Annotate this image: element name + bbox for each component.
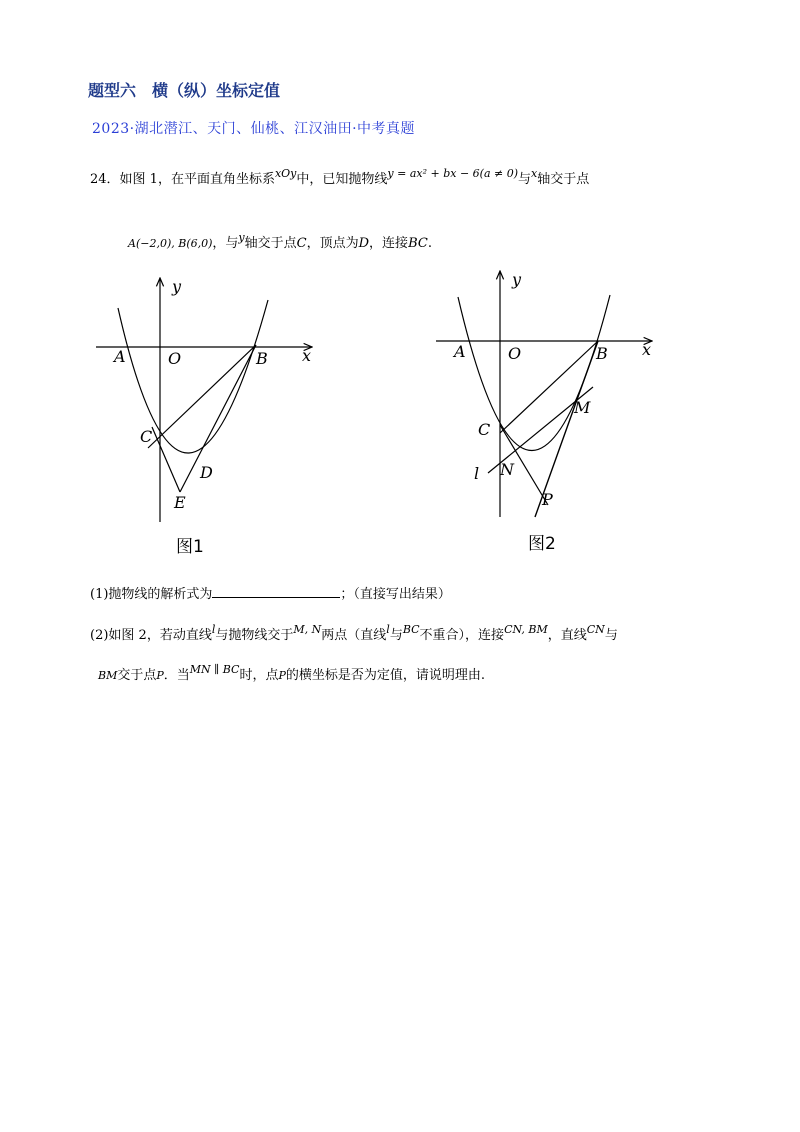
problem-line-1 (90, 168, 589, 187)
problem-text: ，与 (212, 236, 239, 251)
question-text: 的横坐标是否为定值，请说明理由. (285, 668, 486, 683)
question-text: 时，点 (239, 668, 279, 683)
problem-text: 轴交于点 (244, 236, 297, 251)
points-ab: A(−2,0), B(6,0) (128, 237, 213, 250)
label-d: D (200, 463, 213, 482)
question-text: (2)如图 2，若动直线 (90, 628, 212, 643)
var-x: x (531, 167, 538, 180)
question-text: ．当 (163, 668, 190, 683)
label-b: B (596, 344, 608, 363)
problem-text: 如图 1，在平面直角坐标系 (119, 172, 275, 187)
problem-number: 24． (90, 172, 120, 187)
figure-1-caption: 图1 (176, 537, 204, 557)
problem-text: . (427, 236, 432, 251)
label-o: O (168, 349, 182, 368)
segments-cn-bm: CN, BM (504, 623, 548, 636)
var-l: l (386, 623, 390, 636)
figure-2-caption: 图2 (528, 534, 556, 554)
point-p: P (278, 669, 286, 682)
label-b: B (256, 349, 268, 368)
section-title: 题型六 横（纵）坐标定值 (88, 81, 281, 100)
label-c: C (478, 420, 491, 439)
label-x: x (642, 340, 652, 359)
question-text: ；（直接写出结果） (340, 587, 451, 602)
label-x: x (302, 346, 312, 365)
problem-text: 与 (518, 172, 532, 187)
label-l: l (474, 464, 480, 483)
figure-2 (430, 265, 670, 560)
line-ce (152, 427, 180, 492)
points-mn: M, N (293, 623, 322, 636)
question-text: (1)抛物线的解析式为 (90, 587, 213, 602)
problem-text: 中，已知抛物线 (296, 172, 388, 187)
question-2-line-2 (98, 664, 485, 683)
question-text: 不重合），连接 (419, 628, 505, 643)
question-text: 两点（直线 (321, 628, 387, 643)
label-a: A (114, 347, 126, 366)
question-text: 交于点 (117, 668, 157, 683)
problem-text: ，连接 (369, 236, 409, 251)
problem-text: 轴交于点 (537, 172, 590, 187)
question-text: 与 (389, 628, 403, 643)
label-o: O (508, 344, 522, 363)
point-c: C (296, 236, 307, 251)
problem-line-2 (128, 232, 432, 251)
label-c: C (140, 427, 153, 446)
coord-system: xOy (274, 167, 297, 180)
label-y: y (172, 277, 182, 296)
segment-bc: BC (408, 236, 428, 251)
question-2-line-1 (90, 624, 618, 643)
figure-1 (90, 272, 330, 562)
answer-blank[interactable] (212, 585, 340, 598)
question-1 (90, 583, 451, 602)
question-text: 与 (604, 628, 618, 643)
segment-bm: BM (98, 669, 118, 682)
point-p: P (156, 669, 164, 682)
label-n: N (500, 460, 514, 479)
parabola-equation: y = ax² + bx − 6(a ≠ 0) (387, 167, 519, 180)
problem-text: ，顶点为 (306, 236, 359, 251)
label-p: P (542, 490, 553, 509)
question-text: 与抛物线交于 (215, 628, 294, 643)
label-y: y (512, 270, 522, 289)
line-bc (148, 345, 256, 448)
var-y: y (238, 231, 245, 244)
question-text: ，直线 (547, 628, 587, 643)
label-a: A (454, 342, 466, 361)
label-e: E (174, 493, 186, 512)
segment-bc: BC (402, 623, 420, 636)
line-be (180, 345, 256, 492)
segment-cn: CN (586, 623, 605, 636)
label-m: M (574, 398, 591, 417)
parallel-condition: MN ∥ BC (189, 663, 240, 676)
source-line: 2023·湖北潜江、天门、仙桃、江汉油田·中考真题 (92, 121, 416, 137)
var-l: l (211, 623, 216, 636)
point-d: D (358, 236, 370, 251)
